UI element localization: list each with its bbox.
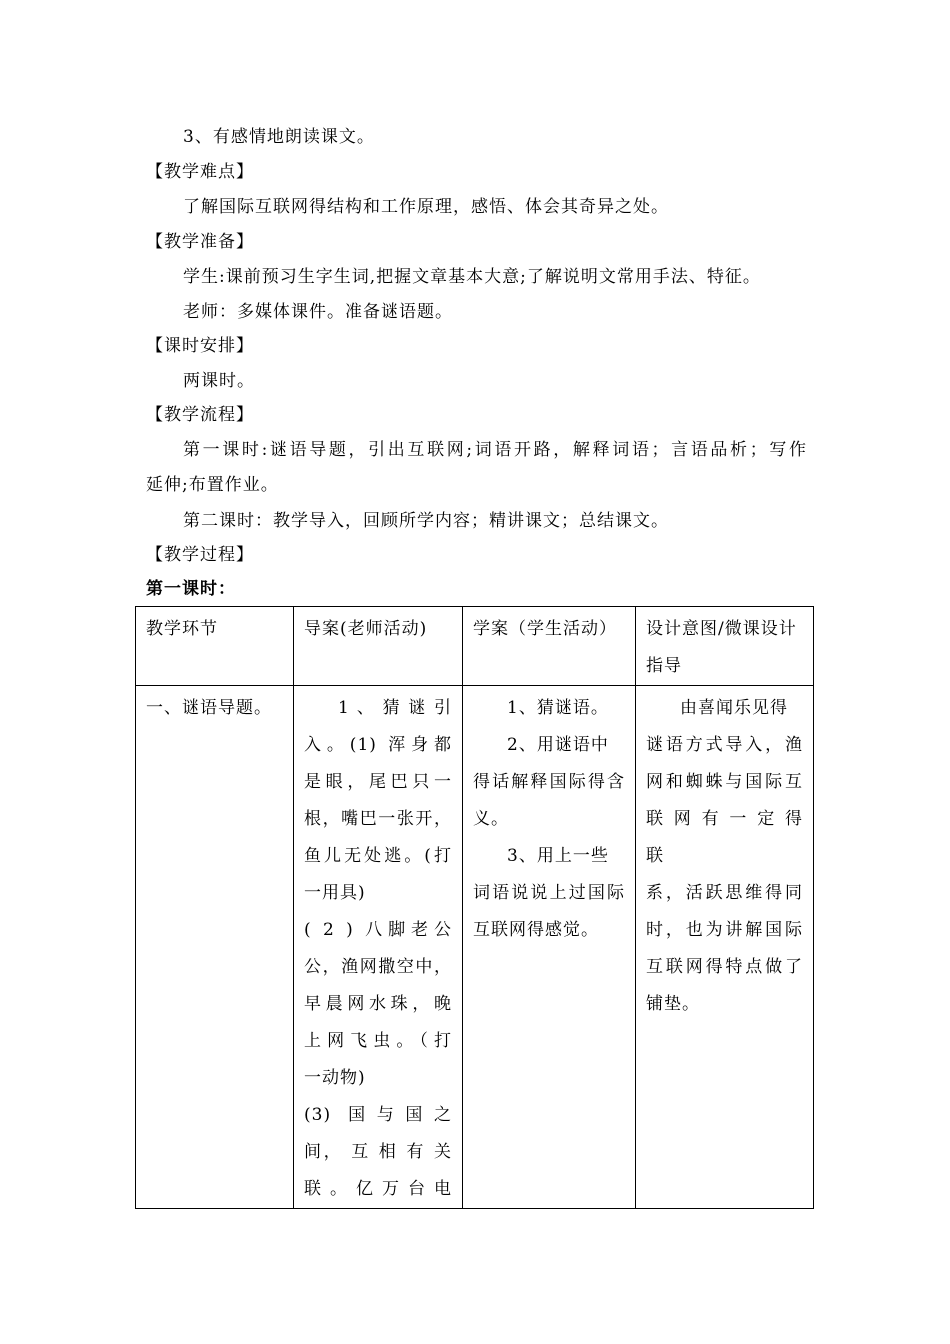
preparation-teacher: 老师：多媒体课件。准备谜语题。	[183, 302, 453, 322]
header-design-intent: 设计意图/微课设计指导	[636, 607, 814, 686]
student-line: 词语说说上过国际	[473, 883, 625, 903]
teacher-line: 一用具)	[304, 883, 366, 903]
teacher-line: 早晨网水珠，晚	[304, 994, 452, 1014]
teacher-line: 根，嘴巴一张开，	[304, 809, 452, 829]
student-line: 3、用上一些	[507, 846, 609, 866]
flow-second-lesson: 第二课时：教学导入，回顾所学内容；精讲课文；总结课文。	[183, 511, 669, 531]
preparation-student: 学生:课前预习生字生词,把握文章基本大意;了解说明文常用手法、特征。	[183, 267, 761, 287]
design-line: 由喜闻乐见得	[680, 698, 788, 718]
cell-stage: 一、谜语导题。	[136, 686, 294, 1209]
teacher-line: 是眼，尾巴只一	[304, 772, 452, 792]
cell-student-activity	[463, 686, 636, 1209]
header-teacher-activity: 导案(老师活动)	[294, 607, 463, 686]
teacher-line: (3) 国与国之	[304, 1105, 452, 1125]
process-heading: 【教学过程】	[146, 545, 254, 565]
teacher-line: 入。(1) 浑身都	[304, 735, 452, 755]
flow-first-lesson-line2: 延伸;布置作业。	[146, 475, 279, 495]
student-line: 义。	[473, 809, 509, 829]
header-student-activity: 学案（学生活动）	[463, 607, 636, 686]
design-line: 联 网 有 一 定 得 联	[646, 809, 803, 866]
student-line: 互联网得感觉。	[473, 920, 599, 940]
student-line: 1、猜谜语。	[507, 698, 609, 718]
design-line: 时，也为讲解国际	[646, 920, 803, 940]
teacher-line: 间， 互 相 有 关	[304, 1142, 452, 1162]
flow-first-lesson-line1: 第一课时:谜语导题，引出互联网;词语开路，解释词语；言语品析；写作	[183, 440, 807, 460]
schedule-heading: 【课时安排】	[146, 336, 254, 356]
table-row	[136, 686, 814, 1209]
teacher-line: 鱼儿无处逃。(打	[304, 846, 452, 866]
design-line: 互联网得特点做了	[646, 957, 803, 977]
student-line: 2、用谜语中	[507, 735, 609, 755]
student-line: 得话解释国际得含	[473, 772, 625, 792]
teacher-line: 1 、 猜 谜 引	[338, 698, 452, 718]
lesson-plan-table	[135, 606, 814, 1209]
teacher-line: 联 。 亿 万 台 电	[304, 1179, 452, 1199]
teacher-line: 上网飞虫。（打	[304, 1031, 452, 1051]
teacher-line: 一动物)	[304, 1068, 366, 1088]
teacher-line: 公，渔网撒空中，	[304, 957, 452, 977]
design-line: 铺垫。	[646, 994, 700, 1014]
difficulty-text: 了解国际互联网得结构和工作原理，感悟、体会其奇异之处。	[183, 197, 669, 217]
preparation-heading: 【教学准备】	[146, 232, 254, 252]
cell-design-intent	[636, 686, 814, 1209]
first-lesson-label: 第一课时：	[146, 579, 236, 599]
schedule-text: 两课时。	[183, 371, 255, 391]
objective-3: 3、有感情地朗读课文。	[183, 127, 375, 147]
flow-heading: 【教学流程】	[146, 405, 254, 425]
design-line: 系，活跃思维得同	[646, 883, 803, 903]
difficulty-heading: 【教学难点】	[146, 162, 254, 182]
header-stage: 教学环节	[136, 607, 294, 686]
design-line: 谜语方式导入，渔	[646, 735, 803, 755]
cell-teacher-activity	[294, 686, 463, 1209]
design-line: 网和蜘蛛与国际互	[646, 772, 803, 792]
teacher-line: ( 2 ) 八脚老公	[304, 920, 452, 940]
table-header-row	[136, 607, 814, 686]
